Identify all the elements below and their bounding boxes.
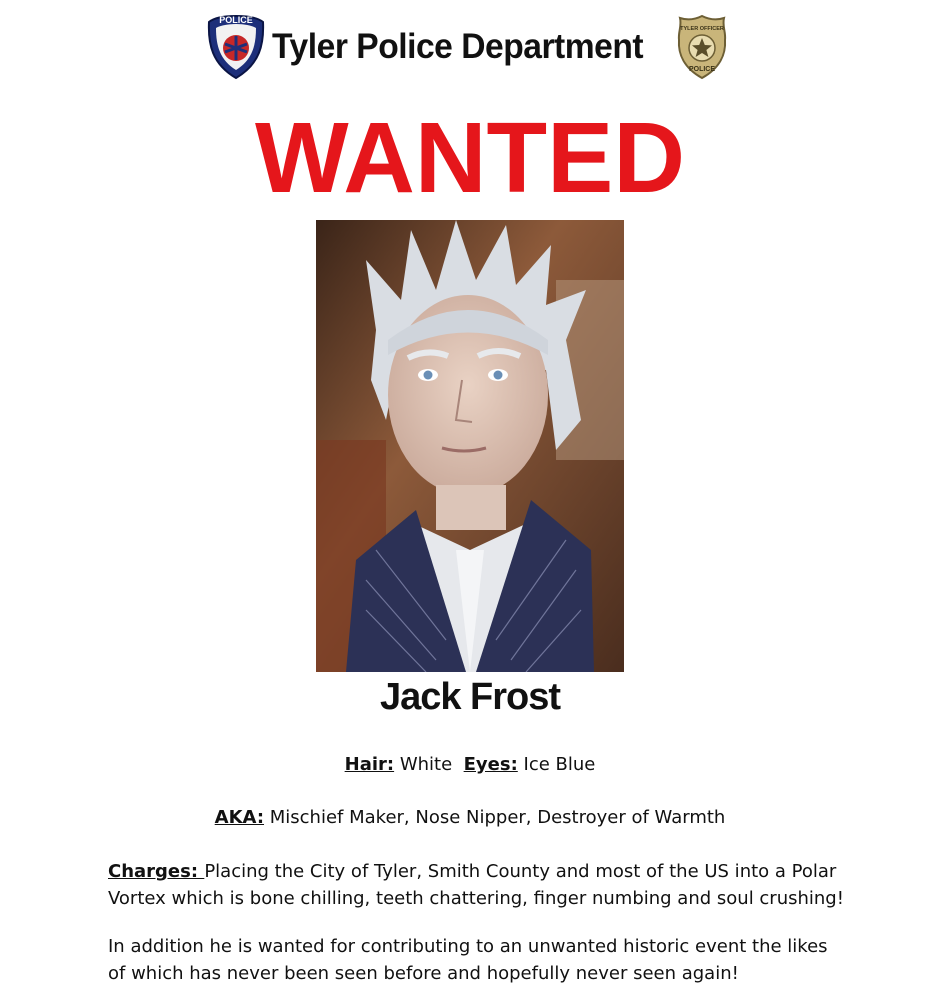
department-title: Tyler Police Department bbox=[272, 27, 644, 66]
aka-label: AKA: bbox=[214, 807, 265, 828]
wanted-headline-text: WANTED bbox=[255, 106, 685, 202]
hair-label: Hair: bbox=[344, 754, 395, 775]
eyes-value: Ice Blue bbox=[523, 754, 596, 775]
left-badge-text: POLICE bbox=[219, 15, 253, 25]
suspect-portrait-photo bbox=[316, 220, 624, 672]
aka-line bbox=[0, 807, 940, 828]
right-badge-top-text: TYLER OFFICER bbox=[680, 26, 724, 32]
officer-star-badge-icon bbox=[676, 14, 728, 80]
suspect-name: Jack Frost bbox=[379, 676, 561, 718]
eyes-label: Eyes: bbox=[463, 754, 518, 775]
hair-value: White bbox=[399, 754, 453, 775]
header bbox=[0, 10, 940, 82]
charges-text: Placing the City of Tyler, Smith County and most of the US into a Polar Vortex which is bone chilling, teeth chattering, finger numbing and soul crushing! bbox=[108, 861, 844, 909]
aka-value: Mischief Maker, Nose Nipper, Destroyer of Warmth bbox=[269, 807, 726, 828]
charges-label: Charges: bbox=[108, 861, 205, 882]
hair-eyes-line bbox=[0, 754, 940, 775]
charges-paragraph bbox=[108, 858, 848, 912]
addition-paragraph: In addition he is wanted for contributing to an unwanted historic event the likes of which has never been seen before and hopefully never seen again! bbox=[108, 936, 828, 984]
police-patch-icon bbox=[206, 14, 266, 80]
wanted-headline bbox=[0, 106, 940, 202]
right-badge-bottom-text: POLICE bbox=[688, 66, 716, 73]
